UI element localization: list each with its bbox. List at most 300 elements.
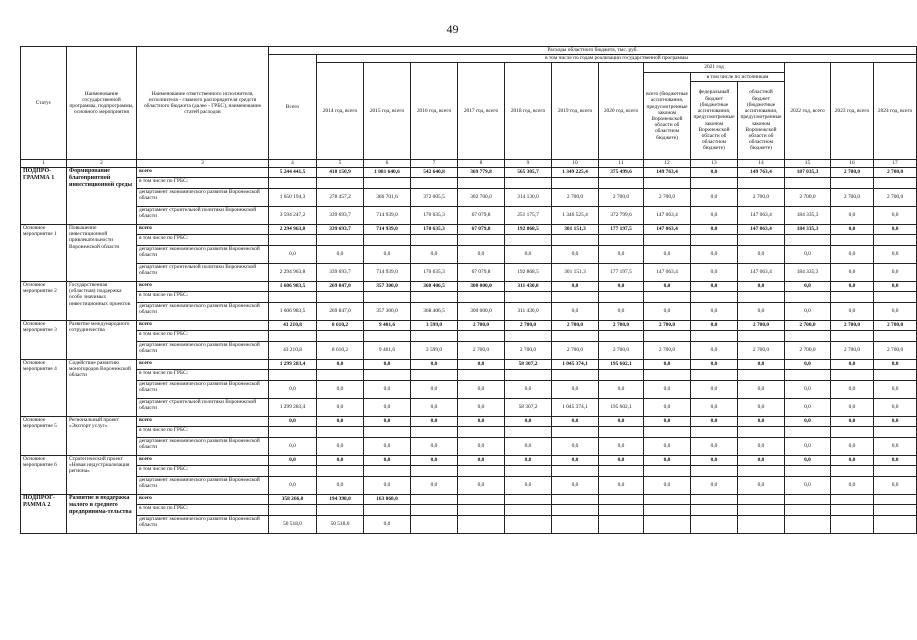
value-cell: 0,0 bbox=[317, 360, 364, 370]
column-number: 3 bbox=[137, 160, 269, 168]
value-cell bbox=[458, 370, 505, 381]
value-cell: 0,0 bbox=[691, 225, 738, 235]
value-cell bbox=[644, 292, 691, 303]
row-status: Основное мероприятие 1 bbox=[21, 225, 67, 282]
value-cell: 9 401,6 bbox=[364, 342, 411, 360]
value-cell: 0,0 bbox=[785, 282, 831, 292]
value-cell bbox=[269, 292, 317, 303]
value-cell bbox=[644, 235, 691, 246]
value-cell bbox=[874, 427, 917, 438]
value-cell: 366 701,6 bbox=[364, 189, 411, 207]
value-cell bbox=[599, 466, 644, 477]
value-cell bbox=[599, 235, 644, 246]
table-row bbox=[21, 168, 917, 178]
value-cell: 0,0 bbox=[785, 438, 831, 456]
value-cell: 0,0 bbox=[831, 207, 874, 225]
row-label: в том числе по ГРБС: bbox=[137, 235, 269, 246]
value-cell bbox=[269, 427, 317, 438]
value-cell: 369 779,8 bbox=[458, 168, 505, 178]
value-cell: 3 599,0 bbox=[411, 321, 458, 331]
value-cell: 0,0 bbox=[831, 381, 874, 399]
value-cell: 0,0 bbox=[831, 264, 874, 282]
table-row bbox=[21, 477, 917, 495]
value-cell: 2 700,0 bbox=[831, 321, 874, 331]
value-cell bbox=[644, 495, 691, 505]
column-number: 7 bbox=[411, 160, 458, 168]
value-cell bbox=[785, 331, 831, 342]
table-row bbox=[21, 246, 917, 264]
value-cell: 0,0 bbox=[552, 282, 599, 292]
value-cell: 1 081 640,6 bbox=[364, 168, 411, 178]
value-cell bbox=[364, 427, 411, 438]
value-cell: 0,0 bbox=[599, 282, 644, 292]
value-cell: 184 335,3 bbox=[785, 225, 831, 235]
value-cell: 0,0 bbox=[785, 417, 831, 427]
value-cell bbox=[691, 466, 738, 477]
value-cell bbox=[874, 370, 917, 381]
header-2024: 2024 год, всего bbox=[874, 63, 917, 160]
value-cell: 0,0 bbox=[599, 456, 644, 466]
value-cell: 2 700,0 bbox=[874, 321, 917, 331]
value-cell: 0,0 bbox=[364, 399, 411, 417]
value-cell: 2 700,0 bbox=[874, 189, 917, 207]
value-cell: 2 700,0 bbox=[831, 342, 874, 360]
value-cell: 0,0 bbox=[644, 360, 691, 370]
header-total: Всего bbox=[269, 55, 317, 160]
value-cell: 0,0 bbox=[874, 303, 917, 321]
value-cell bbox=[738, 370, 785, 381]
value-cell: 0,0 bbox=[738, 246, 785, 264]
row-status: Основное мероприятие 3 bbox=[21, 321, 67, 360]
value-cell: 0,0 bbox=[785, 456, 831, 466]
value-cell bbox=[505, 466, 552, 477]
value-cell bbox=[831, 505, 874, 516]
row-program-name: Развитие международного сотрудничества bbox=[67, 321, 137, 360]
table-row bbox=[21, 438, 917, 456]
value-cell bbox=[364, 370, 411, 381]
value-cell bbox=[505, 331, 552, 342]
value-cell bbox=[505, 235, 552, 246]
value-cell: 2 700,0 bbox=[599, 321, 644, 331]
value-cell: 195 602,1 bbox=[599, 360, 644, 370]
value-cell: 0,0 bbox=[599, 477, 644, 495]
table-row bbox=[21, 360, 917, 370]
value-cell bbox=[599, 178, 644, 189]
value-cell bbox=[269, 370, 317, 381]
value-cell: 0,0 bbox=[411, 360, 458, 370]
value-cell: 9 401,6 bbox=[364, 321, 411, 331]
row-program-name: Формирование благоприятной инвестиционной среды bbox=[67, 168, 137, 225]
value-cell: 149 763,4 bbox=[644, 168, 691, 178]
header-2022: 2022 год, всего bbox=[785, 63, 831, 160]
value-cell: 0,0 bbox=[691, 246, 738, 264]
value-cell: 0,0 bbox=[411, 381, 458, 399]
value-cell bbox=[458, 292, 505, 303]
value-cell: 0,0 bbox=[785, 360, 831, 370]
value-cell bbox=[831, 370, 874, 381]
value-cell: 0,0 bbox=[411, 246, 458, 264]
table-row bbox=[21, 292, 917, 303]
value-cell: 357 300,0 bbox=[364, 303, 411, 321]
table-row bbox=[21, 505, 917, 516]
value-cell: 0,0 bbox=[785, 303, 831, 321]
value-cell bbox=[691, 505, 738, 516]
value-cell: 0,0 bbox=[552, 417, 599, 427]
header-2019: 2019 год, всего bbox=[552, 63, 599, 160]
page-number: 49 bbox=[446, 22, 459, 36]
header-by-sources: в том числе по источникам bbox=[691, 73, 785, 82]
value-cell: 184 335,3 bbox=[785, 207, 831, 225]
row-label: департамент экономического развития Воронежской области bbox=[137, 246, 269, 264]
value-cell bbox=[644, 505, 691, 516]
value-cell: 170 635,3 bbox=[411, 264, 458, 282]
table-row bbox=[21, 342, 917, 360]
row-label: департамент экономического развития Воронежской области bbox=[137, 303, 269, 321]
value-cell: 0,0 bbox=[831, 477, 874, 495]
budget-table bbox=[20, 46, 917, 534]
value-cell: 2 700,0 bbox=[458, 321, 505, 331]
value-cell: 1 299 283,4 bbox=[269, 399, 317, 417]
value-cell bbox=[552, 516, 599, 534]
value-cell bbox=[599, 505, 644, 516]
header-2023: 2023 год, всего bbox=[831, 63, 874, 160]
value-cell: 0,0 bbox=[874, 477, 917, 495]
value-cell: 2 700,0 bbox=[505, 321, 552, 331]
value-cell: 0,0 bbox=[364, 360, 411, 370]
value-cell: 58 307,2 bbox=[505, 399, 552, 417]
row-label: всего bbox=[137, 282, 269, 292]
value-cell bbox=[738, 505, 785, 516]
value-cell: 0,0 bbox=[364, 456, 411, 466]
value-cell: 0,0 bbox=[458, 360, 505, 370]
value-cell: 301 151,3 bbox=[552, 225, 599, 235]
value-cell: 0,0 bbox=[317, 438, 364, 456]
value-cell bbox=[691, 427, 738, 438]
value-cell bbox=[364, 331, 411, 342]
value-cell: 0,0 bbox=[552, 246, 599, 264]
value-cell bbox=[785, 370, 831, 381]
row-label: в том числе по ГРБС: bbox=[137, 370, 269, 381]
value-cell bbox=[874, 235, 917, 246]
value-cell: 375 499,6 bbox=[599, 168, 644, 178]
value-cell: 0,0 bbox=[738, 282, 785, 292]
value-cell bbox=[874, 466, 917, 477]
header-2016: 2016 год, всего bbox=[411, 63, 458, 160]
value-cell bbox=[691, 235, 738, 246]
row-label: департамент экономического развития Воронежской области bbox=[137, 477, 269, 495]
value-cell: 339 693,7 bbox=[317, 207, 364, 225]
row-program-name: Стратегический проект «Новая индустриализация региона» bbox=[67, 456, 137, 495]
row-label: всего bbox=[137, 321, 269, 331]
value-cell: 368 406,5 bbox=[411, 282, 458, 292]
value-cell: 300 000,0 bbox=[458, 282, 505, 292]
column-number: 6 bbox=[364, 160, 411, 168]
value-cell: 1 045 374,1 bbox=[552, 399, 599, 417]
value-cell: 50 518,0 bbox=[317, 516, 364, 534]
value-cell: 192 868,5 bbox=[505, 264, 552, 282]
value-cell: 43 210,8 bbox=[269, 342, 317, 360]
value-cell: 0,0 bbox=[831, 360, 874, 370]
value-cell bbox=[644, 427, 691, 438]
value-cell bbox=[411, 516, 458, 534]
value-cell bbox=[411, 178, 458, 189]
value-cell bbox=[505, 427, 552, 438]
value-cell: 0,0 bbox=[831, 303, 874, 321]
header-2017: 2017 год, всего bbox=[458, 63, 505, 160]
value-cell bbox=[874, 292, 917, 303]
value-cell: 43 210,8 bbox=[269, 321, 317, 331]
value-cell: 192 868,5 bbox=[505, 225, 552, 235]
table-row bbox=[21, 399, 917, 417]
row-label: в том числе по ГРБС: bbox=[137, 178, 269, 189]
value-cell bbox=[317, 292, 364, 303]
row-label: в том числе по ГРБС: bbox=[137, 427, 269, 438]
column-number: 2 bbox=[67, 160, 137, 168]
value-cell: 0,0 bbox=[644, 246, 691, 264]
header-program-name: Наименование государственной программы, подпрограммы, основного мероприятия bbox=[67, 47, 137, 160]
value-cell: 0,0 bbox=[691, 321, 738, 331]
value-cell: 170 635,3 bbox=[411, 225, 458, 235]
value-cell: 2 700,0 bbox=[738, 321, 785, 331]
value-cell: 0,0 bbox=[738, 456, 785, 466]
value-cell bbox=[364, 178, 411, 189]
value-cell: 0,0 bbox=[874, 264, 917, 282]
value-cell: 67 079,8 bbox=[458, 207, 505, 225]
value-cell: 0,0 bbox=[599, 417, 644, 427]
value-cell: 187 035,3 bbox=[785, 168, 831, 178]
value-cell bbox=[831, 466, 874, 477]
row-label: департамент экономического развития Воронежской области bbox=[137, 342, 269, 360]
value-cell: 1 299 283,4 bbox=[269, 360, 317, 370]
value-cell: 0,0 bbox=[364, 381, 411, 399]
column-number: 16 bbox=[831, 160, 874, 168]
row-label: департамент строительной политики Воронежской области bbox=[137, 399, 269, 417]
value-cell: 0,0 bbox=[458, 438, 505, 456]
value-cell bbox=[599, 427, 644, 438]
value-cell bbox=[269, 505, 317, 516]
table-row bbox=[21, 321, 917, 331]
table-row bbox=[21, 282, 917, 292]
value-cell: 269 847,0 bbox=[317, 282, 364, 292]
row-label: департамент экономического развития Воронежской области bbox=[137, 189, 269, 207]
value-cell bbox=[411, 292, 458, 303]
value-cell: 8 610,2 bbox=[317, 342, 364, 360]
value-cell: 714 939,0 bbox=[364, 225, 411, 235]
value-cell: 0,0 bbox=[644, 477, 691, 495]
table-row bbox=[21, 303, 917, 321]
value-cell: 0,0 bbox=[505, 456, 552, 466]
value-cell bbox=[411, 505, 458, 516]
value-cell: 0,0 bbox=[831, 456, 874, 466]
value-cell bbox=[874, 331, 917, 342]
value-cell bbox=[552, 292, 599, 303]
value-cell: 0,0 bbox=[785, 246, 831, 264]
value-cell bbox=[269, 235, 317, 246]
header-by-years: в том числе по годам реализации государственной программы bbox=[317, 55, 917, 63]
value-cell: 0,0 bbox=[831, 399, 874, 417]
value-cell: 1 349 225,4 bbox=[552, 168, 599, 178]
value-cell: 0,0 bbox=[552, 477, 599, 495]
row-status: ПОДПРОГ-РАММА 2 bbox=[21, 495, 67, 534]
value-cell: 0,0 bbox=[738, 417, 785, 427]
value-cell: 67 079,8 bbox=[458, 225, 505, 235]
row-program-name: Развитие и поддержка малого и среднего предпринима-тельства bbox=[67, 495, 137, 534]
value-cell: 0,0 bbox=[269, 246, 317, 264]
column-number: 14 bbox=[738, 160, 785, 168]
value-cell: 58 307,2 bbox=[505, 360, 552, 370]
value-cell bbox=[874, 178, 917, 189]
value-cell: 2 700,0 bbox=[831, 168, 874, 178]
value-cell: 0,0 bbox=[364, 438, 411, 456]
value-cell: 147 063,4 bbox=[644, 207, 691, 225]
value-cell bbox=[552, 466, 599, 477]
value-cell: 0,0 bbox=[691, 360, 738, 370]
value-cell: 0,0 bbox=[874, 381, 917, 399]
value-cell bbox=[505, 370, 552, 381]
value-cell: 0,0 bbox=[411, 417, 458, 427]
value-cell bbox=[458, 466, 505, 477]
value-cell bbox=[831, 427, 874, 438]
value-cell bbox=[738, 495, 785, 505]
value-cell bbox=[831, 516, 874, 534]
value-cell: 0,0 bbox=[644, 456, 691, 466]
value-cell bbox=[364, 235, 411, 246]
value-cell: 278 457,2 bbox=[317, 189, 364, 207]
value-cell: 314 130,0 bbox=[505, 189, 552, 207]
value-cell: 0,0 bbox=[269, 381, 317, 399]
value-cell bbox=[505, 292, 552, 303]
value-cell: 2 700,0 bbox=[785, 321, 831, 331]
value-cell: 0,0 bbox=[411, 438, 458, 456]
value-cell: 2 700,0 bbox=[505, 342, 552, 360]
header-2020: 2020 год, всего bbox=[599, 63, 644, 160]
value-cell bbox=[411, 331, 458, 342]
value-cell: 2 294 963,8 bbox=[269, 264, 317, 282]
value-cell: 0,0 bbox=[738, 360, 785, 370]
value-cell: 0,0 bbox=[599, 246, 644, 264]
row-label: всего bbox=[137, 168, 269, 178]
value-cell: 339 693,7 bbox=[317, 225, 364, 235]
table-row bbox=[21, 466, 917, 477]
value-cell: 0,0 bbox=[691, 456, 738, 466]
header-2015: 2015 год, всего bbox=[364, 63, 411, 160]
value-cell: 1 606 983,5 bbox=[269, 303, 317, 321]
row-label: департамент строительной политики Воронежской области bbox=[137, 264, 269, 282]
row-program-name: Региональный проект «Экспорт услуг» bbox=[67, 417, 137, 456]
value-cell: 1 346 525,4 bbox=[552, 207, 599, 225]
row-label: департамент экономического развития Воронежской области bbox=[137, 438, 269, 456]
value-cell bbox=[411, 235, 458, 246]
value-cell: 177 197,5 bbox=[599, 225, 644, 235]
value-cell bbox=[317, 235, 364, 246]
header-2018: 2018 год, всего bbox=[505, 63, 552, 160]
value-cell: 0,0 bbox=[458, 246, 505, 264]
value-cell: 195 602,1 bbox=[599, 399, 644, 417]
value-cell bbox=[599, 516, 644, 534]
value-cell: 2 700,0 bbox=[599, 342, 644, 360]
value-cell: 0,0 bbox=[874, 225, 917, 235]
value-cell bbox=[738, 178, 785, 189]
value-cell: 0,0 bbox=[644, 438, 691, 456]
column-number: 12 bbox=[644, 160, 691, 168]
value-cell bbox=[874, 516, 917, 534]
value-cell: 0,0 bbox=[691, 399, 738, 417]
value-cell: 0,0 bbox=[458, 381, 505, 399]
value-cell bbox=[644, 466, 691, 477]
table-row bbox=[21, 456, 917, 466]
value-cell bbox=[831, 178, 874, 189]
value-cell bbox=[411, 466, 458, 477]
value-cell: 339 693,7 bbox=[317, 264, 364, 282]
value-cell bbox=[738, 427, 785, 438]
value-cell: 2 294 963,8 bbox=[269, 225, 317, 235]
value-cell bbox=[505, 505, 552, 516]
value-cell: 1 650 194,3 bbox=[269, 189, 317, 207]
value-cell: 0,0 bbox=[874, 207, 917, 225]
row-program-name: Содействие развитию моногородов Воронежской области bbox=[67, 360, 137, 417]
value-cell bbox=[317, 370, 364, 381]
value-cell: 0,0 bbox=[874, 417, 917, 427]
value-cell: 0,0 bbox=[411, 399, 458, 417]
value-cell bbox=[599, 292, 644, 303]
value-cell: 0,0 bbox=[691, 477, 738, 495]
value-cell bbox=[785, 292, 831, 303]
value-cell: 149 763,4 bbox=[738, 168, 785, 178]
value-cell bbox=[738, 292, 785, 303]
row-label: департамент экономического развития Воронежской области bbox=[137, 381, 269, 399]
value-cell bbox=[505, 516, 552, 534]
value-cell: 2 700,0 bbox=[785, 342, 831, 360]
value-cell bbox=[552, 427, 599, 438]
column-number: 10 bbox=[552, 160, 599, 168]
row-label: всего bbox=[137, 225, 269, 235]
value-cell bbox=[552, 178, 599, 189]
value-cell: 0,0 bbox=[691, 342, 738, 360]
value-cell: 0,0 bbox=[505, 381, 552, 399]
value-cell bbox=[738, 331, 785, 342]
value-cell bbox=[831, 235, 874, 246]
table-row bbox=[21, 207, 917, 225]
value-cell: 372 005,5 bbox=[411, 189, 458, 207]
value-cell: 0,0 bbox=[552, 438, 599, 456]
value-cell: 0,0 bbox=[317, 399, 364, 417]
header-expenses: Расходы областного бюджета, тыс. руб. bbox=[269, 47, 917, 55]
row-label: департамент строительной политики Воронежской области bbox=[137, 207, 269, 225]
value-cell: 2 700,0 bbox=[785, 189, 831, 207]
row-label: департамент экономического развития Воронежской области bbox=[137, 516, 269, 534]
value-cell: 0,0 bbox=[874, 282, 917, 292]
column-number: 13 bbox=[691, 160, 738, 168]
row-status: Основное мероприятие 4 bbox=[21, 360, 67, 417]
value-cell: 0,0 bbox=[738, 381, 785, 399]
value-cell: 0,0 bbox=[644, 399, 691, 417]
value-cell: 0,0 bbox=[644, 282, 691, 292]
column-number: 9 bbox=[505, 160, 552, 168]
value-cell bbox=[364, 505, 411, 516]
value-cell bbox=[458, 178, 505, 189]
value-cell: 2 700,0 bbox=[738, 189, 785, 207]
column-number: 15 bbox=[785, 160, 831, 168]
value-cell: 0,0 bbox=[269, 417, 317, 427]
value-cell: 0,0 bbox=[552, 456, 599, 466]
value-cell: 0,0 bbox=[738, 303, 785, 321]
value-cell bbox=[785, 516, 831, 534]
value-cell bbox=[458, 505, 505, 516]
value-cell: 0,0 bbox=[317, 381, 364, 399]
value-cell: 1 606 983,5 bbox=[269, 282, 317, 292]
row-status: Основное мероприятие 5 bbox=[21, 417, 67, 456]
value-cell: 0,0 bbox=[785, 477, 831, 495]
